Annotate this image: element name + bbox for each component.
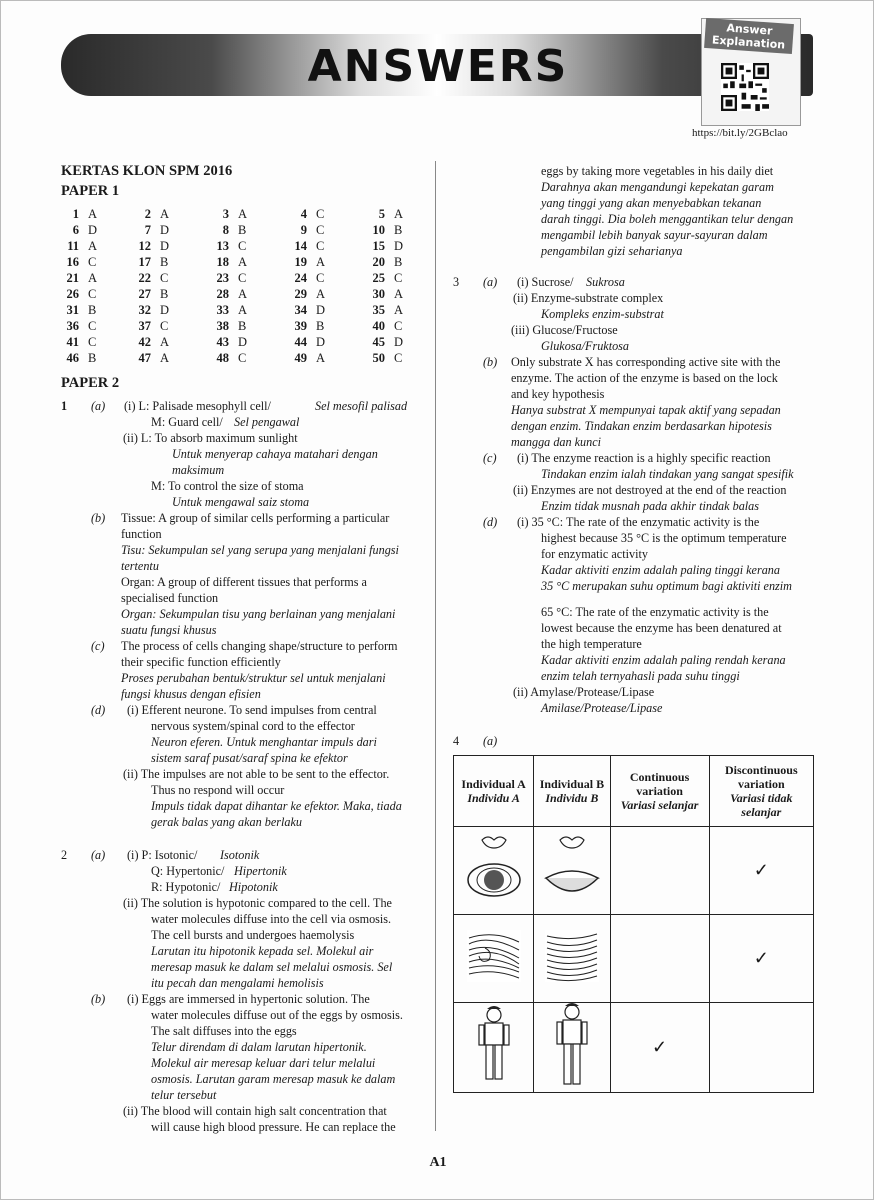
question-number: 4 — [300, 207, 307, 221]
text-line: water molecules diffuse out of the eggs by osmosis. — [151, 1008, 403, 1022]
text-line: Tindakan enzim ialah tindakan yang sangat spesifik — [541, 467, 794, 481]
answer-letter: A — [160, 335, 170, 349]
answer-letter: A — [316, 255, 326, 269]
text-line: (b) — [91, 511, 106, 525]
answer-row — [61, 255, 421, 271]
answer-letter: C — [88, 287, 97, 301]
text-line: Molekul air meresap keluar dari telur melalui — [151, 1056, 376, 1070]
question-number: 49 — [294, 351, 307, 365]
text-line: M: To control the size of stoma — [151, 479, 304, 493]
answer-cell — [367, 207, 403, 222]
answer-cell — [61, 223, 97, 238]
text-line: will cause high blood pressure. He can replace the — [151, 1120, 396, 1134]
answer-cell — [367, 223, 402, 238]
answer-letter: D — [160, 239, 170, 253]
answer-letter: A — [394, 303, 404, 317]
header-discontinuous: Discontinuous variation Variasi tidak selanjar — [709, 756, 813, 827]
answer-letter: A — [238, 255, 248, 269]
text-line: Only substrate X has corresponding active site with the — [511, 355, 781, 369]
question-number: 40 — [372, 319, 385, 333]
qr-tag — [704, 18, 794, 54]
text-line: (ii) The solution is hypotonic compared to the cell. The — [123, 896, 392, 910]
answer-letter: A — [394, 287, 404, 301]
answer-cell — [289, 223, 324, 238]
question-number: 22 — [138, 271, 151, 285]
question-number: 33 — [216, 303, 229, 317]
question-number: 14 — [294, 239, 307, 253]
text-line: Hanya substrat X mempunyai tapak aktif yang sepadan — [511, 403, 781, 417]
continuous-cell — [610, 827, 709, 915]
text-line: Enzim tidak musnah pada akhir tindak balas — [541, 499, 760, 513]
answer-letter: A — [88, 239, 98, 253]
answer-cell — [367, 335, 403, 350]
text-line: water molecules diffuse into the cell via osmosis. — [151, 912, 392, 926]
text-line: Darahnya akan mengandungi kepekatan garam — [541, 180, 774, 194]
question-number: 13 — [216, 239, 229, 253]
question-number: 34 — [294, 303, 307, 317]
header-individual-b: Individual B Individu B — [534, 756, 610, 827]
answer-letter: A — [394, 207, 404, 221]
fingerprint-a-illustration — [454, 915, 534, 1003]
question-number: 48 — [216, 351, 229, 365]
text-line: pengambilan gizi seharianya — [541, 244, 683, 258]
text-line: 65 °C: The rate of the enzymatic activity is the — [541, 605, 769, 619]
text-line: itu pecah dan mengalami hemolisis — [151, 976, 324, 990]
table-row — [454, 915, 814, 1003]
text-line: osmosis. Larutan garam meresap masuk ke dalam — [151, 1072, 396, 1086]
answer-cell — [61, 287, 96, 302]
answer-cell — [289, 303, 325, 318]
text-line: lowest because the enzyme has been denatured at — [541, 621, 782, 635]
answer-letter: B — [394, 255, 403, 269]
text-line: tertentu — [121, 559, 159, 573]
answer-cell — [289, 207, 324, 222]
answer-row — [61, 335, 421, 351]
question-number: 31 — [66, 303, 79, 317]
text-line: (i) L: Palisade mesophyll cell/ — [124, 399, 271, 413]
question-number: 44 — [294, 335, 307, 349]
question-number: 24 — [294, 271, 307, 285]
text-line: (i) Efferent neurone. To send impulses from central — [127, 703, 377, 717]
question-number: 10 — [372, 223, 385, 237]
text-line: Kompleks enzim-substrat — [541, 307, 664, 321]
answer-row — [61, 271, 421, 287]
question-number: 15 — [372, 239, 385, 253]
text-line: The cell bursts and undergoes haemolysis — [151, 928, 355, 942]
text-line: sistem saraf pusat/saraf spina ke efektor — [151, 751, 348, 765]
answer-letter: D — [394, 239, 404, 253]
answer-letter: C — [316, 271, 325, 285]
question-number: 47 — [138, 351, 151, 365]
answer-letter: B — [160, 287, 169, 301]
answer-letter: D — [160, 303, 170, 317]
answer-letter: D — [160, 223, 170, 237]
text-line: Sel pengawal — [234, 415, 300, 429]
answer-letter: C — [238, 239, 247, 253]
answer-cell — [289, 239, 324, 254]
question-number: 26 — [66, 287, 79, 301]
qr-url[interactable]: https://bit.ly/2GBclao — [692, 127, 788, 139]
answer-cell — [133, 207, 169, 222]
answer-letter: A — [238, 303, 248, 317]
question-number: 25 — [372, 271, 385, 285]
answer-letter: A — [88, 271, 98, 285]
answer-cell — [133, 223, 169, 238]
question-number: 1 — [72, 207, 79, 221]
answer-letter: A — [238, 287, 248, 301]
answer-cell — [367, 271, 402, 286]
question-number: 8 — [222, 223, 229, 237]
text-line: (a) — [483, 734, 498, 748]
page-number: A1 — [429, 1155, 447, 1170]
answer-letter: C — [88, 335, 97, 349]
question-number: 23 — [216, 271, 229, 285]
answer-cell — [367, 239, 403, 254]
answer-cell — [289, 319, 324, 334]
answer-cell — [133, 351, 169, 366]
tall-boy-illustration — [534, 1003, 610, 1093]
question-number: 39 — [294, 319, 307, 333]
text-line: mangga dan kunci — [511, 435, 602, 449]
section-title: KERTAS KLON SPM 2016 — [61, 163, 233, 179]
text-line: (i) Sucrose/ — [517, 275, 574, 289]
question-number: 46 — [66, 351, 79, 365]
text-line: 1 — [61, 399, 68, 413]
answer-cell — [133, 287, 168, 302]
text-line: 35 °C merupakan suhu optimum bagi aktiviti enzim — [541, 579, 792, 593]
text-line: M: Guard cell/ — [151, 415, 223, 429]
text-line: dengan enzim. Tindakan enzim berdasarkan hipotesis — [511, 419, 772, 433]
text-line: Amilase/Protease/Lipase — [541, 701, 663, 715]
question-number: 29 — [294, 287, 307, 301]
text-line: darah tinggi. Dia boleh menggantikan telur dengan — [541, 212, 794, 226]
answer-cell — [133, 319, 168, 334]
answer-cell — [289, 335, 325, 350]
answer-letter: C — [316, 207, 325, 221]
answer-cell — [367, 351, 402, 366]
text-line: (iii) Glucose/Fructose — [511, 323, 618, 337]
question-number: 37 — [138, 319, 151, 333]
text-line: Neuron eferen. Untuk menghantar impuls dari — [151, 735, 377, 749]
text-line: Untuk menyerap cahaya matahari dengan — [172, 447, 378, 461]
answer-letter: D — [316, 335, 326, 349]
text-line: 3 — [453, 275, 460, 289]
question-number: 20 — [372, 255, 385, 269]
question-number: 21 — [66, 271, 79, 285]
answer-cell — [61, 303, 96, 318]
question-number: 6 — [72, 223, 79, 237]
text-line: (a) — [91, 848, 106, 862]
header-continuous: Continuous variation Variasi selanjar — [610, 756, 709, 827]
question-number: 30 — [372, 287, 385, 301]
text-line: Sel mesofil palisad — [315, 399, 408, 413]
text-line: R: Hypotonic/ — [151, 880, 221, 894]
tongue-flat-illustration — [534, 827, 610, 915]
answer-cell — [367, 319, 402, 334]
text-line: Hipotonik — [229, 880, 278, 894]
text-line: (c) — [91, 639, 105, 653]
answer-cell — [133, 255, 168, 270]
answer-cell — [289, 271, 324, 286]
column-divider — [435, 161, 436, 1131]
text-line: (ii) The impulses are not able to be sent to the effector. — [123, 767, 390, 781]
answer-cell — [211, 271, 246, 286]
question-number: 18 — [216, 255, 229, 269]
text-line: Sukrosa — [586, 275, 625, 289]
text-line: enzyme. The action of the enzyme is based on the lock — [511, 371, 778, 385]
text-line: Tissue: A group of similar cells performing a particular — [121, 511, 390, 525]
answer-cell — [289, 287, 325, 302]
text-line: Kadar aktiviti enzim adalah paling tinggi kerana — [541, 563, 780, 577]
question-number: 7 — [144, 223, 151, 237]
answer-letter: C — [88, 319, 97, 333]
answer-cell — [289, 351, 325, 366]
text-line: Organ: A group of different tissues that performs a — [121, 575, 367, 589]
question-number: 41 — [66, 335, 79, 349]
text-line: 2 — [61, 848, 68, 862]
answer-cell — [61, 255, 96, 270]
discontinuous-cell: ✓ — [709, 827, 813, 915]
qr-tag-line2: Explanation — [711, 33, 786, 52]
text-line: (ii) Amylase/Protease/Lipase — [513, 685, 655, 699]
table-row — [454, 827, 814, 915]
text-line: Q: Hypertonic/ — [151, 864, 225, 878]
question-number: 12 — [138, 239, 151, 253]
text-line: Organ: Sekumpulan tisu yang berlainan yang menjalani — [121, 607, 396, 621]
answer-letter: B — [238, 223, 247, 237]
text-line: telur tersebut — [151, 1088, 217, 1102]
question-number: 27 — [138, 287, 151, 301]
answer-letter: C — [316, 223, 325, 237]
answer-cell — [289, 255, 325, 270]
paper1-heading: PAPER 1 — [61, 183, 120, 199]
text-line: enzim telah ternyahasli pada suhu tinggi — [541, 669, 740, 683]
answer-cell — [61, 335, 96, 350]
answer-letter: C — [88, 255, 97, 269]
text-line: Isotonik — [220, 848, 260, 862]
text-line: Thus no respond will occur — [151, 783, 285, 797]
answer-letter: C — [394, 351, 403, 365]
answer-letter: B — [394, 223, 403, 237]
answer-cell — [133, 239, 169, 254]
answer-letter: D — [316, 303, 326, 317]
answer-letter: B — [316, 319, 325, 333]
tongue-rolling-illustration — [454, 827, 534, 915]
answer-letter: C — [238, 271, 247, 285]
text-line: Untuk mengawal saiz stoma — [172, 495, 310, 509]
question-number: 35 — [372, 303, 385, 317]
text-line: (b) — [483, 355, 498, 369]
answer-letter: C — [160, 271, 169, 285]
answer-cell — [367, 255, 402, 270]
text-line: nervous system/spinal cord to the effector — [151, 719, 355, 733]
continuous-cell — [610, 915, 709, 1003]
answer-cell — [367, 303, 403, 318]
text-line: suatu fungsi khusus — [121, 623, 217, 637]
answer-letter: C — [394, 319, 403, 333]
answer-row — [61, 351, 421, 367]
answer-cell — [61, 207, 97, 222]
paper1-answer-grid — [61, 207, 421, 367]
text-line: yang tinggi yang akan menyebabkan tekanan — [541, 196, 762, 210]
answer-letter: A — [88, 207, 98, 221]
question-number: 5 — [378, 207, 385, 221]
answer-cell — [133, 335, 169, 350]
answer-letter: D — [238, 335, 248, 349]
answer-letter: A — [160, 207, 170, 221]
answer-row — [61, 223, 421, 239]
text-line: (a) — [91, 399, 106, 413]
answer-cell — [61, 271, 97, 286]
text-line: (d) — [483, 515, 498, 529]
question-number: 19 — [294, 255, 307, 269]
variation-table — [453, 755, 814, 1093]
answer-cell — [211, 287, 247, 302]
question-number: 43 — [216, 335, 229, 349]
answer-letter: B — [88, 351, 97, 365]
answer-letter: A — [160, 351, 170, 365]
answer-cell — [61, 239, 97, 254]
answer-row — [61, 319, 421, 335]
question-number: 45 — [372, 335, 385, 349]
answer-letter: A — [316, 287, 326, 301]
text-line: Kadar aktiviti enzim adalah paling rendah kerana — [541, 653, 786, 667]
answer-cell — [211, 239, 246, 254]
answer-cell — [61, 351, 96, 366]
answer-cell — [211, 335, 247, 350]
text-line: their specific function efficiently — [121, 655, 281, 669]
text-line: Larutan itu hipotonik kepada sel. Molekul air — [151, 944, 374, 958]
text-line: specialised function — [121, 591, 219, 605]
answer-row — [61, 303, 421, 319]
answer-letter: C — [316, 239, 325, 253]
question-number: 38 — [216, 319, 229, 333]
text-line: Hipertonik — [234, 864, 287, 878]
text-line: (i) 35 °C: The rate of the enzymatic activity is the — [517, 515, 760, 529]
answer-cell — [211, 319, 246, 334]
answer-letter: D — [394, 335, 404, 349]
answer-letter: D — [88, 223, 98, 237]
text-line: (c) — [483, 451, 497, 465]
text-line: (d) — [91, 703, 106, 717]
answer-letter: A — [238, 207, 248, 221]
text-line: (ii) Enzymes are not destroyed at the end of the reaction — [513, 483, 787, 497]
answer-letter: B — [88, 303, 97, 317]
question-number: 2 — [144, 207, 151, 221]
text-line: for enzymatic activity — [541, 547, 648, 561]
text-line: maksimum — [172, 463, 225, 477]
answer-letter: C — [160, 319, 169, 333]
text-line: function — [121, 527, 162, 541]
text-line: gerak balas yang akan berlaku — [151, 815, 302, 829]
answer-cell — [61, 319, 96, 334]
question-number: 17 — [138, 255, 151, 269]
answer-cell — [211, 223, 246, 238]
header-individual-a: Individual A Individu A — [454, 756, 534, 827]
answer-cell — [211, 207, 247, 222]
text-line: highest because 35 °C is the optimum temperature — [541, 531, 787, 545]
text-line: (ii) L: To absorb maximum sunlight — [123, 431, 298, 445]
qr-tag-line1: Answer — [726, 21, 773, 38]
text-line: (i) Eggs are immersed in hypertonic solution. The — [127, 992, 370, 1006]
text-line: Glukosa/Fruktosa — [541, 339, 630, 353]
answer-cell — [211, 303, 247, 318]
text-line: Impuls tidak dapat dihantar ke efektor. Maka, tiada — [151, 799, 402, 813]
text-line: (i) The enzyme reaction is a highly specific reaction — [517, 451, 771, 465]
text-line: Telur direndam di dalam larutan hipertonik. — [151, 1040, 367, 1054]
text-line: eggs by taking more vegetables in his daily diet — [541, 164, 774, 178]
question-number: 32 — [138, 303, 151, 317]
question-number: 50 — [372, 351, 385, 365]
text-line: (i) P: Isotonic/ — [127, 848, 198, 862]
short-boy-illustration — [454, 1003, 534, 1093]
answer-row — [61, 239, 421, 255]
answer-letter: B — [160, 255, 169, 269]
continuous-cell: ✓ — [610, 1003, 709, 1093]
answer-cell — [367, 287, 403, 302]
discontinuous-cell: ✓ — [709, 915, 813, 1003]
question-number: 9 — [300, 223, 307, 237]
discontinuous-cell — [709, 1003, 813, 1093]
answer-letter: C — [394, 271, 403, 285]
answer-letter: B — [238, 319, 247, 333]
text-line: mengambil lebih banyak sayur-sayuran dalam — [541, 228, 768, 242]
answer-cell — [211, 351, 246, 366]
text-line: The salt diffuses into the eggs — [151, 1024, 297, 1038]
text-line: 4 — [453, 734, 460, 748]
question-number: 36 — [66, 319, 79, 333]
answer-letter: A — [316, 351, 326, 365]
answer-cell — [133, 303, 169, 318]
answer-row — [61, 287, 421, 303]
text-line: (ii) Enzyme-substrate complex — [513, 291, 664, 305]
answer-cell — [211, 255, 247, 270]
text-line: fungsi khusus dengan efisien — [121, 687, 261, 701]
answer-cell — [133, 271, 168, 286]
table-row — [454, 1003, 814, 1093]
text-line: the high temperature — [541, 637, 642, 651]
text-line: (ii) The blood will contain high salt concentration that — [123, 1104, 387, 1118]
question-number: 3 — [222, 207, 229, 221]
page-title: ANSWERS — [307, 41, 569, 92]
question-number: 28 — [216, 287, 229, 301]
answer-row — [61, 207, 421, 223]
text-line: Proses perubahan bentuk/struktur sel untuk menjalani — [121, 671, 386, 685]
text-line: (b) — [91, 992, 106, 1006]
answer-letter: C — [238, 351, 247, 365]
text-line: Tisu: Sekumpulan sel yang serupa yang menjalani fungsi — [121, 543, 399, 557]
text-line: meresap masuk ke dalam sel melalui osmosis. Sel — [151, 960, 393, 974]
fingerprint-b-illustration — [534, 915, 610, 1003]
text-line: The process of cells changing shape/structure to perform — [121, 639, 398, 653]
text-line: and key hypothesis — [511, 387, 605, 401]
paper2-heading: PAPER 2 — [61, 375, 120, 391]
question-number: 16 — [66, 255, 79, 269]
qr-code-icon[interactable] — [721, 63, 769, 111]
question-number: 11 — [67, 239, 79, 253]
text-line: (a) — [483, 275, 498, 289]
question-number: 42 — [138, 335, 151, 349]
